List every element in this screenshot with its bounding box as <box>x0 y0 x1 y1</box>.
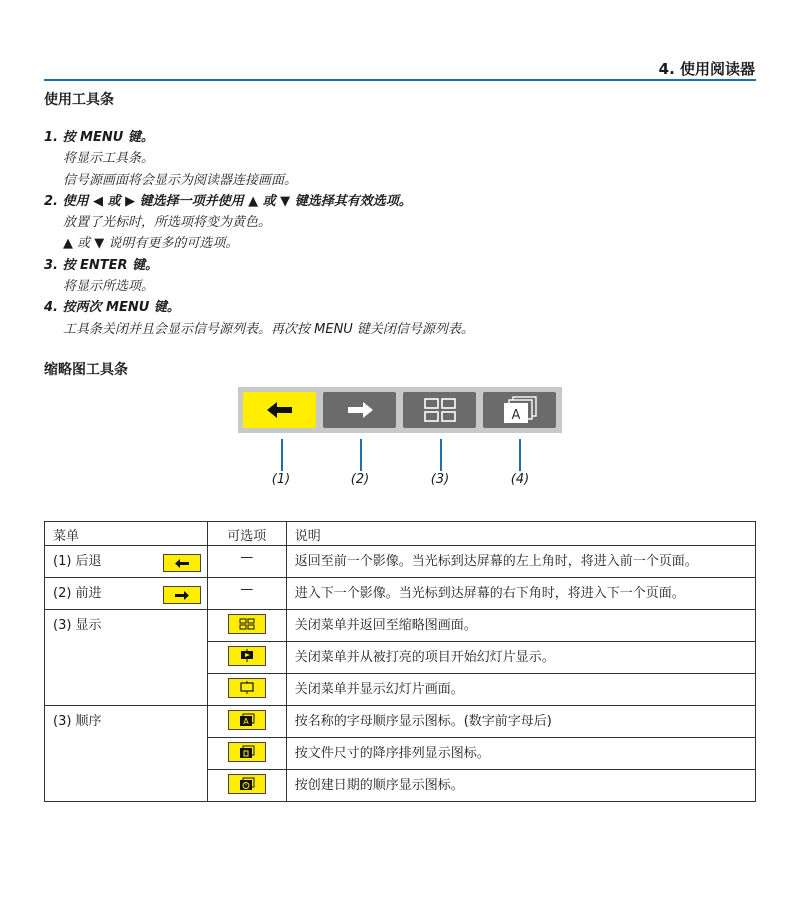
header-description: 说明 <box>286 522 755 546</box>
steps-list <box>44 127 756 340</box>
step-4-title: 4. 按两次 MENU 键。 <box>44 300 180 316</box>
option-cell <box>207 770 286 802</box>
right-arrow-icon <box>347 402 373 418</box>
left-arrow-icon <box>175 559 189 568</box>
step-2-line-1: 放置了光标时，所选项将变为黄色。 <box>63 215 272 231</box>
menu-cell: (3) 显示 <box>45 610 208 706</box>
step-1-line-2: 信号源画面将会显示为阅读器连接画面。 <box>63 172 298 188</box>
svg-text:A: A <box>242 717 249 726</box>
description-cell: 按创建日期的顺序显示图标。 <box>286 770 755 802</box>
option-none: — <box>240 550 254 565</box>
back-button[interactable] <box>243 392 316 428</box>
slideshow-from-selected-icon <box>228 646 266 666</box>
thumbnail-toolbar <box>238 387 562 433</box>
description-cell: 进入下一个影像。当光标到达屏幕的右下角时，将进入下一个页面。 <box>286 578 755 610</box>
step-1-line-1: 将显示工具条。 <box>63 151 155 167</box>
callout-line-4 <box>519 439 521 471</box>
step-3-title: 3. 按 ENTER 键。 <box>44 257 159 273</box>
option-cell <box>207 674 286 706</box>
description-cell: 关闭菜单并返回至缩略图画面。 <box>286 610 755 642</box>
step-2-title: 2. 使用 ◀ 或 ▶ 键选择一项并使用 ▲ 或 ▼ 键选择其有效选项。 <box>44 193 412 209</box>
callout-label-2: (2) <box>350 472 370 487</box>
option-none: — <box>240 582 254 597</box>
menu-label-back: (1) 后退 <box>53 554 102 569</box>
callout-label-3: (3) <box>430 472 450 487</box>
chapter-title: 4. 使用阅读器 <box>658 60 755 78</box>
back-arrow-button <box>163 554 201 572</box>
display-button[interactable] <box>403 392 476 428</box>
forward-arrow-button <box>163 586 201 604</box>
callout-label-1: (1) <box>271 472 291 487</box>
slideshow-icon <box>228 678 266 698</box>
stacked-pages-icon <box>502 396 538 424</box>
option-cell <box>207 706 286 738</box>
menu-cell: (3) 顺序 <box>45 706 208 802</box>
thumbnail-toolbar-title: 缩略图工具条 <box>44 362 128 378</box>
callout-line-1 <box>281 439 283 471</box>
step-1-title: 1. 按 MENU 键。 <box>44 130 154 145</box>
section-title: 使用工具条 <box>44 92 114 108</box>
sort-by-size-icon <box>228 742 266 762</box>
left-arrow-icon <box>267 402 293 418</box>
option-cell <box>207 738 286 770</box>
grid-icon <box>424 398 456 422</box>
sort-by-date-icon <box>228 774 266 794</box>
menu-cell <box>45 546 208 578</box>
sort-button[interactable] <box>483 392 556 428</box>
stacked-pages-glyph: A <box>511 408 520 423</box>
step-4-line-1: 工具条关闭并且会显示信号源列表。再次按 MENU 键关闭信号源列表。 <box>63 321 474 337</box>
sort-by-name-icon <box>228 710 266 730</box>
header-menu: 菜单 <box>45 522 208 546</box>
table-row <box>45 610 756 642</box>
thumbnail-grid-icon <box>228 614 266 634</box>
right-arrow-icon <box>175 591 189 600</box>
callout-label-4: (4) <box>510 472 530 487</box>
menu-cell <box>45 578 208 610</box>
description-cell: 关闭菜单并显示幻灯片画面。 <box>286 674 755 706</box>
forward-button[interactable] <box>323 392 396 428</box>
description-cell: 按文件尺寸的降序排列显示图标。 <box>286 738 755 770</box>
header-option: 可选项 <box>207 522 286 546</box>
description-cell: 关闭菜单并从被打亮的项目开始幻灯片显示。 <box>286 642 755 674</box>
header-rule <box>44 79 756 81</box>
description-cell: 返回至前一个影像。当光标到达屏幕的左上角时，将进入前一个页面。 <box>286 546 755 578</box>
callout-line-3 <box>440 439 442 471</box>
menu-table <box>44 521 756 802</box>
step-2-line-2: ▲ 或 ▼ 说明有更多的可选项。 <box>63 236 239 252</box>
option-cell <box>207 642 286 674</box>
option-cell <box>207 578 286 610</box>
table-header-row <box>45 522 756 546</box>
option-cell <box>207 610 286 642</box>
step-3-line-1: 将显示所选项。 <box>63 279 155 295</box>
table-row <box>45 706 756 738</box>
table-row <box>45 578 756 610</box>
description-cell: 按名称的字母顺序显示图标。(数字前字母后) <box>286 706 755 738</box>
table-row <box>45 546 756 578</box>
option-cell <box>207 546 286 578</box>
menu-label-forward: (2) 前进 <box>53 586 102 601</box>
callout-line-2 <box>360 439 362 471</box>
